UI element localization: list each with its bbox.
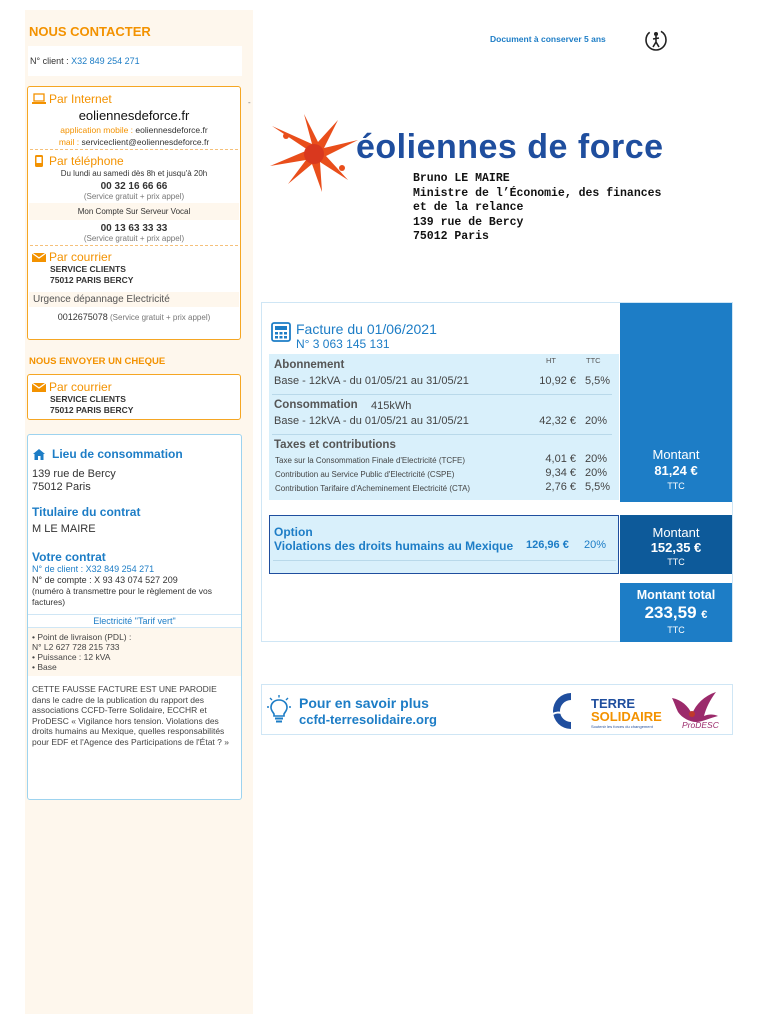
pdl-line: • Puissance : 12 kVA	[32, 652, 111, 662]
mail-label: mail :	[58, 137, 82, 147]
tax-label: Taxe sur la Consommation Finale d'Electricité (TCFE)	[275, 456, 466, 465]
contrat-client: N° de client : X32 849 254 271	[32, 564, 155, 574]
lieu-address-1: 139 rue de Bercy	[32, 468, 116, 480]
option-title: Option	[274, 525, 313, 539]
total-currency: €	[701, 609, 708, 621]
vocal-label: Mon Compte Sur Serveur Vocal	[29, 203, 239, 220]
row-divider	[273, 560, 616, 561]
lieu-heading	[32, 447, 237, 461]
envelope-icon	[32, 381, 46, 393]
ccfd-badge: CCFD	[563, 710, 580, 716]
internet-heading	[32, 92, 240, 106]
phone-number-1[interactable]: 00 32 16 66 66	[100, 181, 168, 192]
option-amount	[620, 515, 732, 574]
contrat-title: Votre contrat	[32, 550, 106, 564]
urgence-title: Urgence dépannage Electricité	[29, 292, 239, 307]
taxes-title: Taxes et contributions	[274, 439, 396, 451]
contrat-note: (numéro à transmettre pour le règlement de vos factures)	[32, 586, 213, 607]
cheque-line-2: 75012 PARIS BERCY	[50, 405, 134, 415]
pdl-block	[28, 628, 241, 676]
tax-label: Contribution au Service Public d'Electricité (CSPE)	[275, 470, 455, 479]
client-label: N° client :	[30, 56, 72, 66]
urgence-number[interactable]: 0012675078	[57, 312, 108, 322]
address-line: Ministre de l’Économie, des finances	[413, 186, 662, 200]
abonnement-title: Abonnement	[274, 359, 345, 371]
consommation-qty: 415kWh	[371, 400, 412, 412]
tax-ht: 2,76 €	[545, 481, 576, 493]
cheque-line-1: SERVICE CLIENTS	[50, 394, 126, 404]
phone-heading	[32, 154, 240, 168]
house-icon	[32, 448, 46, 460]
pdl-line: N° L2 627 728 215 733	[32, 642, 120, 652]
contact-title: NOUS CONTACTER	[29, 24, 151, 39]
tax-ht: 4,01 €	[545, 453, 576, 465]
address-line: 139 rue de Bercy	[413, 215, 524, 229]
abonnement-line: Base - 12kVA - du 01/05/21 au 31/05/21	[274, 375, 469, 387]
grand-total	[620, 583, 732, 642]
address-line: 75012 Paris	[413, 230, 489, 243]
option-line: Violations des droits humains au Mexique	[274, 539, 514, 553]
parody-disclaimer: CETTE FAUSSE FACTURE EST UNE PARODIE dans le cadre de la publication du rapport des associations CCFD-Terre Solidaire, ECCHR et ProDESC « Vigilance hors tension. Violations des droits humains au Mexique, quelles responsabilités pour EDF et l'Agence des Participations de l'État ? »	[32, 684, 229, 747]
cheque-post-title: Par courrier	[49, 380, 112, 394]
laptop-icon	[32, 93, 46, 105]
option-ht: 126,96 €	[526, 539, 569, 551]
cheque-title: NOUS ENVOYER UN CHEQUE	[29, 356, 166, 367]
learn-more-link[interactable]: ccfd-terresolidaire.org	[299, 712, 437, 727]
invoice-title: Facture du 01/06/2021	[296, 321, 437, 337]
subtotal-label: Montant	[652, 447, 700, 462]
tax-tva: 20%	[585, 453, 608, 465]
phone-note-2: (Service gratuit + prix appel)	[83, 234, 185, 243]
option-row	[269, 515, 619, 574]
contrat-compte: N° de compte : X 93 43 074 527 209	[32, 575, 178, 585]
sidebar	[25, 10, 253, 1014]
option-amount-unit: TTC	[667, 557, 685, 567]
contact-box	[27, 86, 241, 340]
post-line-2: 75012 PARIS BERCY	[50, 275, 134, 285]
phone-icon	[32, 155, 46, 167]
cheque-box	[27, 374, 241, 420]
client-number: X32 849 254 271	[71, 56, 140, 66]
total-value: 233,59	[644, 603, 697, 622]
site-link[interactable]: eoliennesdeforce.fr	[78, 108, 190, 123]
pdl-line: • Point de livraison (PDL) :	[32, 632, 132, 642]
consommation-ht: 42,32 €	[539, 415, 576, 427]
abonnement-tva: 5,5%	[585, 375, 611, 387]
internet-title: Par Internet	[49, 92, 112, 106]
urgence-note: (Service gratuit + prix appel)	[107, 313, 211, 322]
column-ttc: TTC	[586, 356, 601, 365]
option-tva: 20%	[584, 539, 607, 551]
invoice-number: N° 3 063 145 131	[296, 337, 390, 351]
post-line-1: SERVICE CLIENTS	[50, 264, 126, 274]
envelope-icon	[32, 251, 46, 263]
lieu-address-2: 75012 Paris	[32, 481, 91, 493]
recycle-person-icon	[643, 27, 669, 53]
option-amount-value: 152,35 €	[650, 540, 702, 555]
subtotal-value: 81,24 €	[654, 463, 698, 478]
tax-tva: 20%	[585, 467, 608, 479]
mail-line	[28, 137, 240, 149]
lieu-title: Lieu de consommation	[52, 447, 183, 461]
total-value-line	[620, 603, 732, 623]
cheque-heading	[32, 380, 240, 394]
app-value[interactable]: eoliennesdeforce.fr	[135, 125, 208, 135]
address-line: et de la relance	[413, 201, 524, 214]
post-title: Par courrier	[49, 250, 112, 264]
column-ht: HT	[546, 356, 556, 365]
app-line	[28, 125, 240, 135]
consommation-tva: 20%	[585, 415, 608, 427]
phone-hours: Du lundi au samedi dès 8h et jusqu'à 20h	[60, 169, 208, 178]
phone-title: Par téléphone	[49, 154, 124, 168]
tax-tva: 5,5%	[585, 481, 611, 493]
logo-splash-icon	[268, 110, 360, 194]
app-label: application mobile :	[60, 125, 136, 135]
titulaire-name: M LE MAIRE	[32, 523, 96, 535]
subtotal-column	[620, 303, 732, 502]
fold-mark: -	[248, 98, 251, 107]
solidaire-text: SOLIDAIRE	[591, 709, 662, 724]
option-amount-label: Montant	[652, 525, 700, 540]
total-label: Montant total	[636, 588, 716, 602]
tax-label: Contribution Tarifaire d'Acheminement Electricité (CTA)	[275, 484, 471, 493]
tax-ht: 9,34 €	[545, 467, 576, 479]
pdl-line: • Base	[32, 662, 57, 672]
consommation-title: Consommation	[274, 399, 358, 411]
consommation-line: Base - 12kVA - du 01/05/21 au 31/05/21	[274, 415, 469, 427]
total-unit: TTC	[667, 625, 685, 635]
learn-more-title: Pour en savoir plus	[299, 695, 429, 711]
row-divider	[272, 434, 612, 435]
client-number-box	[28, 46, 242, 76]
recipient-address	[413, 172, 661, 245]
phone-note-1: (Service gratuit + prix appel)	[83, 192, 185, 201]
post-heading	[32, 250, 240, 264]
urgence-line	[28, 312, 240, 322]
titulaire-title: Titulaire du contrat	[32, 505, 141, 519]
phone-number-2[interactable]: 00 13 63 33 33	[100, 223, 168, 234]
terre-solidaire-tagline: Soutenir les forces du changement	[591, 724, 653, 729]
lightbulb-icon	[266, 694, 292, 724]
company-logo-text: éoliennes de force	[356, 128, 664, 166]
row-divider	[272, 394, 612, 395]
mail-value[interactable]: serviceclient@eoliennesdeforce.fr	[81, 137, 210, 147]
abonnement-ht: 10,92 €	[539, 375, 576, 387]
consumption-box	[27, 434, 242, 800]
subtotal-unit: TTC	[667, 481, 685, 491]
prodesc-text: ProDESC	[682, 720, 719, 730]
document-retention-note: Document à conserver 5 ans	[490, 34, 606, 44]
tarif-label: Electricité "Tarif vert"	[28, 614, 241, 628]
terre-text: TERRE	[591, 696, 636, 711]
calculator-icon	[271, 322, 291, 342]
address-line: Bruno LE MAIRE	[413, 172, 510, 185]
